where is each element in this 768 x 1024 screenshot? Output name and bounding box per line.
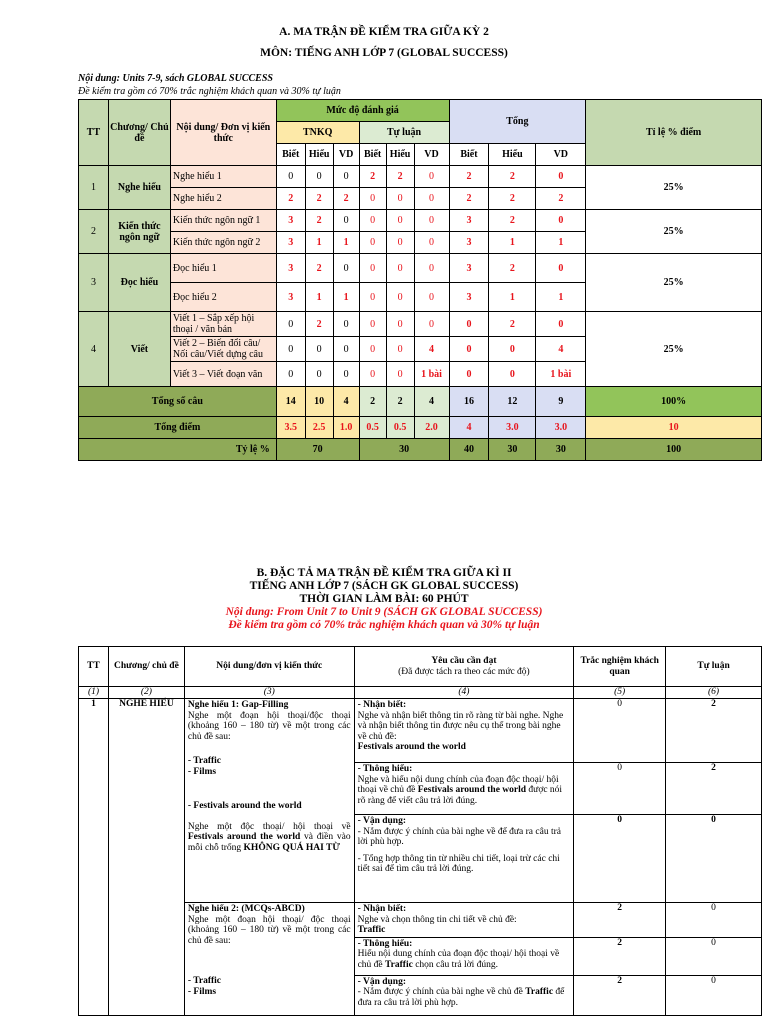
part-a-note-content: Nội dung: Units 7-9, sách GLOBAL SUCCESS (78, 73, 273, 84)
cell-value: 3 (449, 232, 489, 254)
cell-value: 0 (536, 312, 586, 337)
cell-value: 3 (276, 283, 305, 312)
cell-value: 0 (536, 166, 586, 188)
spec-tt: 1 (79, 699, 109, 1016)
yeucau-sub: (Đã được tách ra theo các mức độ) (398, 666, 530, 677)
cell-value: 3 (276, 254, 305, 283)
cell-value: 0 (449, 337, 489, 362)
group-name: Viết (108, 312, 170, 387)
group-tt: 2 (79, 210, 109, 254)
cell-value: 0 (536, 210, 586, 232)
nh1-th: - Thông hiểu: Nghe và hiểu nội dung chính của đoạn độc thoại/ hội thoại về chủ đề Festivals around the world được nói rõ ràng để viết câu trả lời đúng. (354, 763, 574, 815)
cell-value: 2 (489, 188, 536, 210)
unit-label: Đọc hiểu 2 (170, 283, 276, 312)
nh1-vd: - Vận dụng: - Nắm được ý chính của bài nghe về để đưa ra câu trả lời phù hợp. - Tổng hợp thông tin từ nhiều chi tiết, loại trừ các chi tiết sai để tìm câu trả lời đúng. (354, 815, 574, 903)
header-biet: Biết (449, 144, 489, 166)
group-name: Nghe hiểu (108, 166, 170, 210)
cell-value: 0 (449, 312, 489, 337)
nh2-vd-tn: 2 (574, 975, 666, 1015)
cell-value: 0 (386, 232, 414, 254)
topic-festivals: - Festivals around the world (187, 801, 302, 811)
cell-value: 1 (305, 232, 333, 254)
cell-value: 1 (333, 232, 359, 254)
spec-table (78, 646, 762, 1016)
header-tt: TT (79, 100, 109, 166)
cell-value: 3 (449, 210, 489, 232)
cell-value: 0 (333, 166, 359, 188)
part-b-subtitle: TIẾNG ANH LỚP 7 (SÁCH GK GLOBAL SUCCESS) (249, 580, 519, 592)
group-pct: 25% (586, 312, 762, 387)
unit-label: Nghe hiểu 1 (170, 166, 276, 188)
cell-value: 2 (449, 188, 489, 210)
group-tt: 4 (79, 312, 109, 387)
tongsocau-value: 2 (386, 387, 414, 417)
nh1-cell (184, 699, 354, 903)
header-vd: VD (333, 144, 359, 166)
nh2-title: Nghe hiểu 2: (MCQs-ABCD) (187, 904, 305, 914)
group-tt: 1 (79, 166, 109, 210)
tongdiem-value: 2.0 (414, 417, 449, 439)
group-name: Đọc hiểu (108, 254, 170, 312)
header-noidung: Nội dung/ Đơn vị kiến thức (170, 100, 276, 166)
tyle-tuluan: 30 (359, 439, 449, 461)
nh2-nb: - Nhận biết: Nghe và chọn thông tin chi tiết về chủ đề: Traffic (354, 903, 574, 938)
header-vd: VD (414, 144, 449, 166)
cell-value: 1 (536, 283, 586, 312)
unit-label: Viết 1 – Sắp xếp hội thoại / văn bản (170, 312, 276, 337)
cell-value: 0 (305, 362, 333, 387)
nh1-th-tn: 0 (574, 763, 666, 815)
group-pct: 25% (586, 210, 762, 254)
tongsocau-value: 16 (449, 387, 489, 417)
tyle-value: 40 (449, 439, 489, 461)
cell-value: 0 (359, 232, 386, 254)
cell-value: 0 (276, 362, 305, 387)
cell-value: 2 (386, 166, 414, 188)
tongsocau-value: 2 (359, 387, 386, 417)
unit-label: Viết 3 – Viết đoạn văn (170, 362, 276, 387)
cell-value: 0 (276, 312, 305, 337)
nh2-nb-tl: 0 (666, 903, 762, 938)
cell-value: 0 (414, 188, 449, 210)
part-b-title: B. ĐẶC TẢ MA TRẬN ĐỀ KIỂM TRA GIỮA KÌ II (256, 567, 512, 579)
cell-value: 0 (276, 166, 305, 188)
cell-value: 2 (489, 254, 536, 283)
tongsocau-value: 14 (276, 387, 305, 417)
cell-value: 1 (305, 283, 333, 312)
header-tnkq: TNKQ (276, 122, 359, 144)
header-chuong: Chương/ Chủ đề (108, 100, 170, 166)
cell-value: 3 (276, 232, 305, 254)
cell-value: 2 (489, 312, 536, 337)
cell-value: 2 (359, 166, 386, 188)
header-hieu: Hiểu (305, 144, 333, 166)
cell-value: 0 (333, 312, 359, 337)
unit-label: Đọc hiểu 1 (170, 254, 276, 283)
tyle-value: 30 (489, 439, 536, 461)
cell-value: 0 (359, 210, 386, 232)
spec-header-chuong: Chương/ chủ đề (108, 647, 184, 687)
col-num: (3) (184, 687, 354, 699)
cell-value: 0 (414, 312, 449, 337)
unit-label: Viết 2 – Biến đổi câu/ Nối câu/Viết dựng câu (170, 337, 276, 362)
col-num: (5) (574, 687, 666, 699)
nh1-nb-tn: 0 (574, 699, 666, 763)
cell-value: 0 (414, 283, 449, 312)
tongsocau-value: 4 (333, 387, 359, 417)
tongsocau-value: 9 (536, 387, 586, 417)
cell-value: 1 bài (536, 362, 586, 387)
col-num: (1) (79, 687, 109, 699)
yeucau-title: Yêu cầu cần đạt (431, 656, 497, 666)
nh1-nb-tl: 2 (666, 699, 762, 763)
nh1-th-tl: 2 (666, 763, 762, 815)
part-a-note-ratio: Đề kiểm tra gồm có 70% trắc nghiệm khách quan và 30% tự luận (78, 86, 341, 97)
topic-films: - Films (187, 766, 217, 777)
cell-value: 2 (449, 166, 489, 188)
tongdiem-pct: 10 (586, 417, 762, 439)
cell-value: 0 (386, 362, 414, 387)
cell-value: 2 (305, 188, 333, 210)
cell-value: 3 (449, 283, 489, 312)
tongsocau-value: 4 (414, 387, 449, 417)
cell-value: 0 (449, 362, 489, 387)
tyle-pct: 100 (586, 439, 762, 461)
cell-value: 0 (386, 188, 414, 210)
unit-label: Kiến thức ngôn ngữ 1 (170, 210, 276, 232)
cell-value: 0 (276, 337, 305, 362)
cell-value: 0 (386, 337, 414, 362)
tongsocau-value: 12 (489, 387, 536, 417)
cell-value: 0 (414, 166, 449, 188)
cell-value: 0 (414, 210, 449, 232)
cell-value: 0 (536, 254, 586, 283)
cell-value: 1 (536, 232, 586, 254)
header-biet: Biết (276, 144, 305, 166)
col-num: (4) (354, 687, 574, 699)
spec-header-noidung: Nội dung/đơn vị kiến thức (184, 647, 354, 687)
cell-value: 1 (489, 283, 536, 312)
tongdiem-value: 1.0 (333, 417, 359, 439)
spec-header-tl: Tự luận (666, 647, 762, 687)
tyle-tnkq: 70 (276, 439, 359, 461)
group-tt: 3 (79, 254, 109, 312)
cell-value: 0 (359, 188, 386, 210)
matrix-table (78, 99, 762, 461)
cell-value: 0 (333, 210, 359, 232)
nh2-cell (184, 903, 354, 1016)
cell-value: 0 (386, 254, 414, 283)
cell-value: 0 (359, 362, 386, 387)
tongsocau-value: 10 (305, 387, 333, 417)
cell-value: 0 (359, 312, 386, 337)
tongdiem-value: 2.5 (305, 417, 333, 439)
topic-traffic: - Traffic (187, 976, 222, 986)
tongdiem-value: 3.0 (489, 417, 536, 439)
header-vd: VD (536, 144, 586, 166)
group-pct: 25% (586, 254, 762, 312)
cell-value: 0 (305, 166, 333, 188)
cell-value: 0 (359, 337, 386, 362)
spec-chuong: NGHE HIỂU (108, 699, 184, 1016)
cell-value: 0 (386, 312, 414, 337)
tongdiem-label: Tổng điểm (79, 417, 277, 439)
tongsocau-pct: 100% (586, 387, 762, 417)
cell-value: 2 (305, 312, 333, 337)
cell-value: 0 (359, 283, 386, 312)
cell-value: 0 (414, 254, 449, 283)
part-a-title: A. MA TRẬN ĐỀ KIỂM TRA GIỮA KỲ 2 (279, 26, 489, 38)
nh2-vd-tl: 0 (666, 975, 762, 1015)
nh1-desc: Nghe một đoạn hội thoại/độc thoại (khoảng 160 – 180 từ) về một trong các chủ đề sau: (187, 710, 351, 742)
group-name: Kiến thức ngôn ngữ (108, 210, 170, 254)
tongdiem-value: 3.0 (536, 417, 586, 439)
nh1-task: Nghe một độc thoại/ hội thoại về Festivals around the world và điền vào mỗi chỗ trống KHÔNG QUÁ HAI TỪ (187, 821, 351, 853)
unit-label: Kiến thức ngôn ngữ 2 (170, 232, 276, 254)
cell-value: 1 (489, 232, 536, 254)
tongdiem-value: 3.5 (276, 417, 305, 439)
header-tile: Tỉ lệ % điểm (586, 100, 762, 166)
tongdiem-value: 4 (449, 417, 489, 439)
cell-value: 1 (333, 283, 359, 312)
tyle-value: 30 (536, 439, 586, 461)
header-tong: Tổng (449, 100, 586, 144)
topic-traffic: - Traffic (187, 756, 222, 766)
nh2-th: - Thông hiểu: Hiểu nội dung chính của đoạn độc thoại/ hội thoại về chủ đề Traffic chọn câu trả lời đúng. (354, 937, 574, 975)
header-mucdo: Mức độ đánh giá (276, 100, 449, 122)
nh2-desc: Nghe một đoạn hội thoại/ độc thoại (khoảng 160 – 180 từ) về một trong các chủ đề sau: (187, 914, 351, 946)
part-b-ratio: Đề kiểm tra gồm có 70% trắc nghiệm khách quan và 30% tự luận (228, 619, 540, 631)
nh1-nb: - Nhận biết: Nghe và nhận biết thông tin rõ ràng từ bài nghe. Nghe và nhận biết thông tin được nêu cụ thể trong bài nghe về chủ đề: Festivals around the world (354, 699, 574, 763)
topic-films: - Films (187, 986, 217, 997)
cell-value: 0 (333, 337, 359, 362)
part-b-time: THỜI GIAN LÀM BÀI: 60 PHÚT (299, 593, 469, 605)
cell-value: 0 (333, 254, 359, 283)
cell-value: 0 (359, 254, 386, 283)
cell-value: 0 (386, 210, 414, 232)
nh2-th-tn: 2 (574, 937, 666, 975)
cell-value: 2 (305, 254, 333, 283)
cell-value: 0 (414, 232, 449, 254)
part-b-content: Nội dung: From Unit 7 to Unit 9 (SÁCH GK GLOBAL SUCCESS) (225, 606, 543, 618)
group-pct: 25% (586, 166, 762, 210)
spec-header-tn: Trắc nghiệm khách quan (574, 647, 666, 687)
cell-value: 0 (333, 362, 359, 387)
nh2-vd: - Vận dụng: - Nắm được ý chính của bài nghe về chủ đề Traffic để đưa ra câu trả lời phù hợp. (354, 975, 574, 1015)
cell-value: 0 (489, 337, 536, 362)
cell-value: 4 (536, 337, 586, 362)
part-a-subtitle: MÔN: TIẾNG ANH LỚP 7 (GLOBAL SUCCESS) (260, 47, 508, 59)
unit-label: Nghe hiểu 2 (170, 188, 276, 210)
nh1-vd-tn: 0 (574, 815, 666, 903)
cell-value: 2 (305, 210, 333, 232)
nh1-vd-tl: 0 (666, 815, 762, 903)
cell-value: 0 (386, 283, 414, 312)
col-num: (2) (108, 687, 184, 699)
header-hieu: Hiểu (489, 144, 536, 166)
spec-header-yeucau (354, 647, 574, 687)
cell-value: 0 (489, 362, 536, 387)
cell-value: 2 (276, 188, 305, 210)
cell-value: 2 (489, 210, 536, 232)
tongsocau-label: Tổng số câu (79, 387, 277, 417)
cell-value: 0 (305, 337, 333, 362)
cell-value: 3 (276, 210, 305, 232)
tongdiem-value: 0.5 (359, 417, 386, 439)
cell-value: 3 (449, 254, 489, 283)
cell-value: 2 (489, 166, 536, 188)
header-tuluan: Tự luận (359, 122, 449, 144)
header-hieu: Hiểu (386, 144, 414, 166)
nh2-th-tl: 0 (666, 937, 762, 975)
nh1-title: Nghe hiểu 1: Gap-Filling (187, 700, 289, 710)
tyle-label: Tỷ lệ % (79, 439, 277, 461)
cell-value: 2 (536, 188, 586, 210)
header-biet: Biết (359, 144, 386, 166)
cell-value: 2 (333, 188, 359, 210)
cell-value: 4 (414, 337, 449, 362)
nh2-nb-tn: 2 (574, 903, 666, 938)
cell-value: 1 bài (414, 362, 449, 387)
col-num: (6) (666, 687, 762, 699)
spec-header-tt: TT (79, 647, 109, 687)
tongdiem-value: 0.5 (386, 417, 414, 439)
